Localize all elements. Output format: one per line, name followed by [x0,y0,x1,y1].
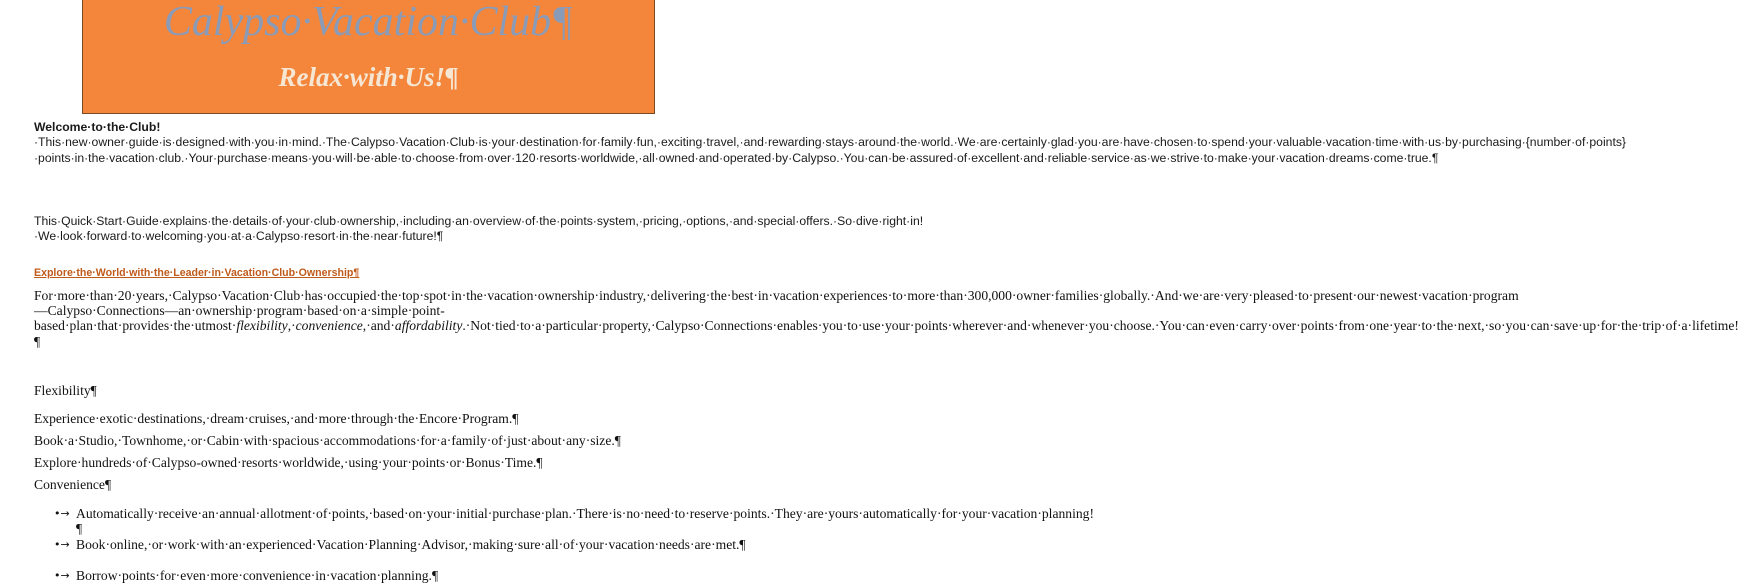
convenience-item-text: Automatically·receive·an·annual·allotment·of·points,·based·on·your·initial·purchase·plan.·There·is·no·need·to·reserve·points.·They·are·yours·automatically·for·your·vacation·planning!¶ [76,506,1094,537]
leader-sep-1: ,· [287,318,296,334]
convenience-item-text: Borrow·points·for·even·more·convenience·in·vacation·planning.¶ [76,568,439,583]
section-heading-explore: Explore·the·World·with·the·Leader·in·Vacation·Club·Ownership¶ [34,267,360,279]
title-banner [82,0,655,114]
bullet-icon: •→ [54,538,70,551]
emphasis-flexibility: flexibility [236,318,288,334]
emphasis-convenience: convenience [295,318,363,334]
leader-sep-2: ,·and· [362,318,395,334]
emphasis-affordability: affordability [394,318,463,334]
welcome-paragraph [34,120,1626,166]
welcome-lead: Welcome·to·the·Club! [34,120,161,134]
convenience-heading: Convenience¶ [34,477,112,492]
bullet-icon: •→ [54,507,70,520]
bullet-icon: •→ [54,569,70,582]
welcome-body: ·This·new·owner·guide·is·designed·with·you·in·mind.·The·Calypso·Vacation·Club·is·your·destination·for·family·fun,·exciting·travel,·and·rewarding·stays·around·the·world.·We·are·certainly·glad·you·are·have·chosen·to·spend·your·valuable·vacation·time·with·us·by·purchasing·{number·of·points}·points·in·the·vacation·club.·Your·purchase·means·you·will·be·able·to·choose·from·over·120·resorts·worldwide,·all·owned·and·operated·by·Calypso.·You·can·be·assured·of·excellent·and·reliable·service·as·we·strive·to·make·your·vacation·dreams·come·true.¶ [34,135,1626,165]
document-subtitle: Relax·with·Us!¶ [278,62,459,92]
flexibility-item: Book·a·Studio,·Townhome,·or·Cabin·with·spacious·accommodations·for·a·family·of·just·about·any·size.¶ [34,433,621,448]
flexibility-heading: Flexibility¶ [34,383,97,398]
document-title: Calypso·Vacation·Club¶ [163,0,574,45]
convenience-item-text: Book·online,·or·work·with·an·experienced·Vacation·Planning·Advisor,·making·sure·all·of·your·vacation·needs·are·met.¶ [76,537,746,552]
flexibility-item: Experience·exotic·destinations,·dream·cruises,·and·more·through·the·Encore·Program.¶ [34,411,519,426]
leader-text-1: For·more·than·20·years,·Calypso·Vacation·Club·has·occupied·the·top·spot·in·the·vacation·ownership·industry,·delivering·the·best·in·vacation·experiences·to·more·than·300,000·owner·families·globally.·And·we·are·very·pleased·to·present·our·newest·vacation·program—Calypso·Connections—an·ownership·program·based·on·a·simple·point-based·plan·that·provides·the·utmost· [34,288,1519,334]
leader-text-2: .·Not·tied·to·a·particular·property,·Calypso·Connections·enables·you·to·use·your·points·wherever·and·whenever·you·choose.·You·can·even·carry·over·points·from·one·year·to·the·next,·so·you·can·save·up·for·the·trip·of·a·lifetime!¶ [34,318,1739,349]
flexibility-item: Explore·hundreds·of·Calypso-owned·resorts·worldwide,·using·your·points·or·Bonus·Time.¶ [34,455,543,470]
quickstart-paragraph: This·Quick·Start·Guide·explains·the·details·of·your·club·ownership,·including·an·overview·of·the·points·system,·pricing,·options,·and·special·offers.·So·dive·right·in!·We·look·forward·to·welcoming·you·at·a·Calypso·resort·in·the·near·future!¶ [34,214,924,244]
leader-paragraph [34,288,1739,349]
